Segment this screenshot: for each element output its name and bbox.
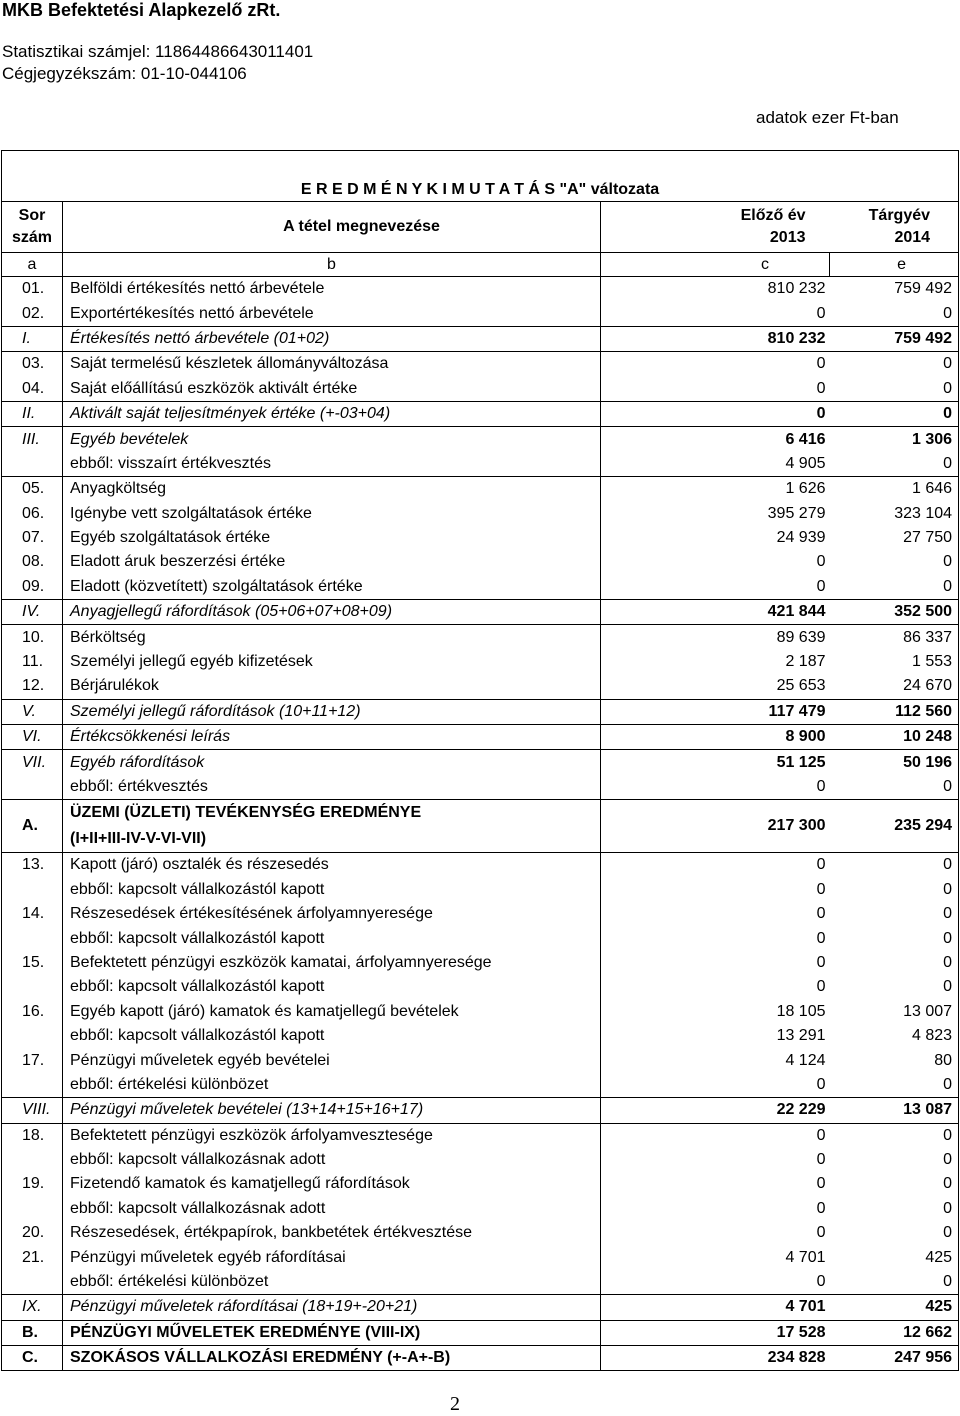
row-label: ebből: kapcsolt vállalkozástól kapott (63, 878, 601, 902)
row-current-value: 0 (830, 377, 959, 402)
row-label: Értékcsökkenési leírás (63, 725, 601, 750)
row-number (2, 975, 63, 999)
row-label: Befektetett pénzügyi eszközök kamatai, árfolyamnyeresége (63, 951, 601, 975)
table-row (2, 1346, 959, 1371)
table-header-row (2, 202, 959, 253)
row-previous-value: 4 701 (601, 1295, 830, 1320)
row-current-value: 0 (830, 902, 959, 926)
page-number: 2 (450, 1393, 460, 1415)
row-current-value: 0 (830, 452, 959, 477)
table-row (2, 1048, 959, 1072)
row-current-value: 0 (830, 1172, 959, 1196)
table-row (2, 1197, 959, 1221)
row-current-value: 0 (830, 352, 959, 377)
row-current-value: 0 (830, 575, 959, 600)
table-title: E R E D M É N Y K I M U T A T Á S "A" változata (2, 151, 959, 202)
row-previous-value: 0 (601, 775, 830, 800)
row-number: V. (2, 699, 63, 724)
row-previous-value: 0 (601, 1148, 830, 1172)
row-current-value: 323 104 (830, 502, 959, 526)
header-row-number-line2: szám (11, 229, 53, 246)
row-previous-value: 1 626 (601, 477, 830, 502)
table-row (2, 550, 959, 574)
row-previous-value: 217 300 (601, 800, 830, 853)
row-number: 20. (2, 1221, 63, 1245)
table-row (2, 650, 959, 674)
header-current-year (830, 202, 959, 253)
row-current-value: 247 956 (830, 1346, 959, 1371)
row-label: Fizetendő kamatok és kamatjellegű ráfordítások (63, 1172, 601, 1196)
row-previous-value: 0 (601, 352, 830, 377)
row-number: A. (2, 800, 63, 853)
header-previous-year-value: 2013 (769, 229, 806, 246)
unit-note: adatok ezer Ft-ban (756, 108, 899, 127)
row-label: ebből: kapcsolt vállalkozástól kapott (63, 926, 601, 950)
table-row (2, 1123, 959, 1148)
row-label: Pénzügyi műveletek bevételei (13+14+15+16+17) (63, 1098, 601, 1123)
row-current-value: 1 553 (830, 650, 959, 674)
row-label: Kapott (járó) osztalék és részesedés (63, 853, 601, 878)
row-previous-value: 0 (601, 878, 830, 902)
table-row (2, 878, 959, 902)
row-previous-value: 0 (601, 975, 830, 999)
letter-b: b (63, 253, 601, 277)
header-previous-year-label: Előző év (740, 207, 806, 224)
row-current-value: 0 (830, 853, 959, 878)
table-row (2, 975, 959, 999)
row-label: Saját termelésű készletek állományváltozása (63, 352, 601, 377)
row-current-value: 0 (830, 1123, 959, 1148)
row-label: Pénzügyi műveletek ráfordításai (18+19+-20+21) (63, 1295, 601, 1320)
row-previous-value: 8 900 (601, 725, 830, 750)
row-label (63, 800, 601, 853)
row-current-value: 13 087 (830, 1098, 959, 1123)
row-number: III. (2, 427, 63, 452)
table-row (2, 1073, 959, 1098)
row-label: Személyi jellegű egyéb kifizetések (63, 650, 601, 674)
table-row (2, 1245, 959, 1269)
row-label: Anyagköltség (63, 477, 601, 502)
row-label: Egyéb ráfordítások (63, 750, 601, 775)
row-current-value: 425 (830, 1295, 959, 1320)
row-number: 19. (2, 1172, 63, 1196)
table-row (2, 1098, 959, 1123)
table-row (2, 625, 959, 650)
row-current-value: 0 (830, 1148, 959, 1172)
row-current-value: 0 (830, 401, 959, 426)
row-current-value: 86 337 (830, 625, 959, 650)
stat-number: Statisztikai számjel: 11864486643011401 (2, 42, 314, 61)
row-label: Igénybe vett szolgáltatások értéke (63, 502, 601, 526)
row-number: II. (2, 401, 63, 426)
table-row (2, 1221, 959, 1245)
row-current-value: 0 (830, 1197, 959, 1221)
row-current-value: 13 007 (830, 1000, 959, 1024)
row-current-value: 0 (830, 878, 959, 902)
row-label: PÉNZÜGYI MŰVELETEK EREDMÉNYE (VIII-IX) (63, 1320, 601, 1345)
row-label: Értékesítés nettó árbevétele (01+02) (63, 326, 601, 351)
row-current-value: 1 306 (830, 427, 959, 452)
row-number: 05. (2, 477, 63, 502)
row-current-value: 0 (830, 1073, 959, 1098)
row-label: ebből: kapcsolt vállalkozástól kapott (63, 1024, 601, 1048)
row-number (2, 1024, 63, 1048)
table-row (2, 1000, 959, 1024)
table-row (2, 477, 959, 502)
row-number: 13. (2, 853, 63, 878)
row-current-value: 10 248 (830, 725, 959, 750)
registration-number: Cégjegyzékszám: 01-10-044106 (2, 64, 247, 83)
row-number: 03. (2, 352, 63, 377)
row-number: VIII. (2, 1098, 63, 1123)
row-previous-value: 0 (601, 575, 830, 600)
table-row (2, 575, 959, 600)
row-previous-value: 234 828 (601, 1346, 830, 1371)
header-row-number (2, 202, 63, 253)
row-number: 02. (2, 301, 63, 326)
table-row (2, 277, 959, 302)
row-previous-value: 810 232 (601, 277, 830, 302)
row-label: Belföldi értékesítés nettó árbevétele (63, 277, 601, 302)
row-number: 04. (2, 377, 63, 402)
table-title-row (2, 151, 959, 202)
row-current-value: 0 (830, 550, 959, 574)
row-current-value: 24 670 (830, 674, 959, 699)
row-number: 17. (2, 1048, 63, 1072)
row-previous-value: 0 (601, 1073, 830, 1098)
row-label: Aktivált saját teljesítmények értéke (+-03+04) (63, 401, 601, 426)
row-number (2, 878, 63, 902)
row-number: IV. (2, 600, 63, 625)
row-number (2, 926, 63, 950)
row-previous-value: 17 528 (601, 1320, 830, 1345)
row-number (2, 452, 63, 477)
row-number (2, 1270, 63, 1295)
row-current-value: 50 196 (830, 750, 959, 775)
header-current-year-label: Tárgyév (868, 207, 931, 224)
letter-e: e (830, 253, 959, 277)
table-row (2, 1024, 959, 1048)
row-number: 10. (2, 625, 63, 650)
row-label: Egyéb bevételek (63, 427, 601, 452)
row-current-value: 1 646 (830, 477, 959, 502)
row-number: 01. (2, 277, 63, 302)
table-row (2, 600, 959, 625)
row-label: ebből: visszaírt értékvesztés (63, 452, 601, 477)
row-previous-value: 25 653 (601, 674, 830, 699)
row-current-value: 12 662 (830, 1320, 959, 1345)
row-previous-value: 0 (601, 401, 830, 426)
row-previous-value: 51 125 (601, 750, 830, 775)
row-current-value: 759 492 (830, 277, 959, 302)
row-previous-value: 0 (601, 951, 830, 975)
table-row (2, 326, 959, 351)
row-previous-value: 0 (601, 377, 830, 402)
row-label-line2: (I+II+III-IV-V-VI-VII) (70, 830, 207, 848)
row-label: Saját előállítású eszközök aktivált értéke (63, 377, 601, 402)
row-number (2, 775, 63, 800)
row-previous-value: 4 905 (601, 452, 830, 477)
row-label: Egyéb szolgáltatások értéke (63, 526, 601, 550)
table-row (2, 352, 959, 377)
row-label: Eladott (közvetített) szolgáltatások értéke (63, 575, 601, 600)
table-row (2, 1270, 959, 1295)
row-number: 14. (2, 902, 63, 926)
row-number: 21. (2, 1245, 63, 1269)
row-number: 09. (2, 575, 63, 600)
row-previous-value: 6 416 (601, 427, 830, 452)
row-label: ebből: kapcsolt vállalkozástól kapott (63, 975, 601, 999)
row-label: Anyagjellegű ráfordítások (05+06+07+08+09) (63, 600, 601, 625)
table-row (2, 1148, 959, 1172)
row-number: B. (2, 1320, 63, 1345)
row-current-value: 112 560 (830, 699, 959, 724)
row-label: ebből: értékelési különbözet (63, 1073, 601, 1098)
row-number: IX. (2, 1295, 63, 1320)
row-current-value: 0 (830, 775, 959, 800)
header-row-number-line1: Sor (18, 207, 46, 224)
row-label: Pénzügyi műveletek egyéb bevételei (63, 1048, 601, 1072)
table-row (2, 902, 959, 926)
table-row (2, 1172, 959, 1196)
row-current-value: 0 (830, 301, 959, 326)
row-number: VII. (2, 750, 63, 775)
row-label: Részesedések, értékpapírok, bankbetétek értékvesztése (63, 1221, 601, 1245)
row-number: 15. (2, 951, 63, 975)
row-label: Bérjárulékok (63, 674, 601, 699)
table-row (2, 775, 959, 800)
row-number (2, 1073, 63, 1098)
row-previous-value: 0 (601, 1221, 830, 1245)
table-row (2, 452, 959, 477)
table-row (2, 750, 959, 775)
row-current-value: 0 (830, 1221, 959, 1245)
row-number: 11. (2, 650, 63, 674)
table-row (2, 853, 959, 878)
row-previous-value: 0 (601, 550, 830, 574)
table-row (2, 526, 959, 550)
row-label: Személyi jellegű ráfordítások (10+11+12) (63, 699, 601, 724)
row-label-line1: ÜZEMI (ÜZLETI) TEVÉKENYSÉG EREDMÉNYE (70, 804, 422, 822)
row-number: 16. (2, 1000, 63, 1024)
row-number: 06. (2, 502, 63, 526)
row-label: ebből: értékelési különbözet (63, 1270, 601, 1295)
row-current-value: 27 750 (830, 526, 959, 550)
row-previous-value: 117 479 (601, 699, 830, 724)
row-previous-value: 18 105 (601, 1000, 830, 1024)
table-row (2, 725, 959, 750)
row-number (2, 1197, 63, 1221)
row-previous-value: 0 (601, 1270, 830, 1295)
row-label: ebből: értékvesztés (63, 775, 601, 800)
row-number: 07. (2, 526, 63, 550)
row-previous-value: 0 (601, 1123, 830, 1148)
header-previous-year (601, 202, 830, 253)
row-label: Egyéb kapott (járó) kamatok és kamatjellegű bevételek (63, 1000, 601, 1024)
row-previous-value: 0 (601, 301, 830, 326)
row-previous-value: 4 124 (601, 1048, 830, 1072)
row-previous-value: 0 (601, 926, 830, 950)
row-current-value: 0 (830, 926, 959, 950)
letter-a: a (2, 253, 63, 277)
row-previous-value: 22 229 (601, 1098, 830, 1123)
row-current-value: 425 (830, 1245, 959, 1269)
header-current-year-value: 2014 (894, 229, 931, 246)
row-label: ebből: kapcsolt vállalkozásnak adott (63, 1148, 601, 1172)
row-number: C. (2, 1346, 63, 1371)
row-current-value: 80 (830, 1048, 959, 1072)
row-previous-value: 0 (601, 1172, 830, 1196)
column-letter-row (2, 253, 959, 277)
row-previous-value: 0 (601, 1197, 830, 1221)
row-previous-value: 13 291 (601, 1024, 830, 1048)
row-label: Befektetett pénzügyi eszközök árfolyamvesztesége (63, 1123, 601, 1148)
table-row (2, 502, 959, 526)
row-current-value: 352 500 (830, 600, 959, 625)
row-current-value: 0 (830, 975, 959, 999)
row-number: 12. (2, 674, 63, 699)
table-row (2, 427, 959, 452)
row-current-value: 0 (830, 951, 959, 975)
table-row (2, 401, 959, 426)
row-number: 08. (2, 550, 63, 574)
row-previous-value: 4 701 (601, 1245, 830, 1269)
row-label: Eladott áruk beszerzési értéke (63, 550, 601, 574)
row-previous-value: 810 232 (601, 326, 830, 351)
table-row (2, 951, 959, 975)
table-row (2, 699, 959, 724)
row-previous-value: 2 187 (601, 650, 830, 674)
row-current-value: 759 492 (830, 326, 959, 351)
income-statement-table (1, 150, 959, 1371)
row-previous-value: 0 (601, 853, 830, 878)
table-row (2, 1320, 959, 1345)
row-previous-value: 395 279 (601, 502, 830, 526)
row-number (2, 1148, 63, 1172)
row-label: ebből: kapcsolt vállalkozásnak adott (63, 1197, 601, 1221)
row-label: Exportértékesítés nettó árbevétele (63, 301, 601, 326)
company-name: MKB Befektetési Alapkezelő zRt. (2, 0, 281, 20)
row-label: SZOKÁSOS VÁLLALKOZÁSI EREDMÉNY (+-A+-B) (63, 1346, 601, 1371)
table-row (2, 301, 959, 326)
table-row (2, 800, 959, 853)
table-row (2, 926, 959, 950)
header-item-name: A tétel megnevezése (63, 202, 601, 253)
row-number: 18. (2, 1123, 63, 1148)
row-number: I. (2, 326, 63, 351)
table-row (2, 1295, 959, 1320)
row-current-value: 4 823 (830, 1024, 959, 1048)
row-current-value: 235 294 (830, 800, 959, 853)
table-row (2, 377, 959, 402)
row-previous-value: 421 844 (601, 600, 830, 625)
row-previous-value: 0 (601, 902, 830, 926)
row-number: VI. (2, 725, 63, 750)
row-label: Bérköltség (63, 625, 601, 650)
row-label: Részesedések értékesítésének árfolyamnyeresége (63, 902, 601, 926)
row-current-value: 0 (830, 1270, 959, 1295)
row-previous-value: 24 939 (601, 526, 830, 550)
table-row (2, 674, 959, 699)
letter-c: c (601, 253, 830, 277)
row-previous-value: 89 639 (601, 625, 830, 650)
row-label: Pénzügyi műveletek egyéb ráfordításai (63, 1245, 601, 1269)
